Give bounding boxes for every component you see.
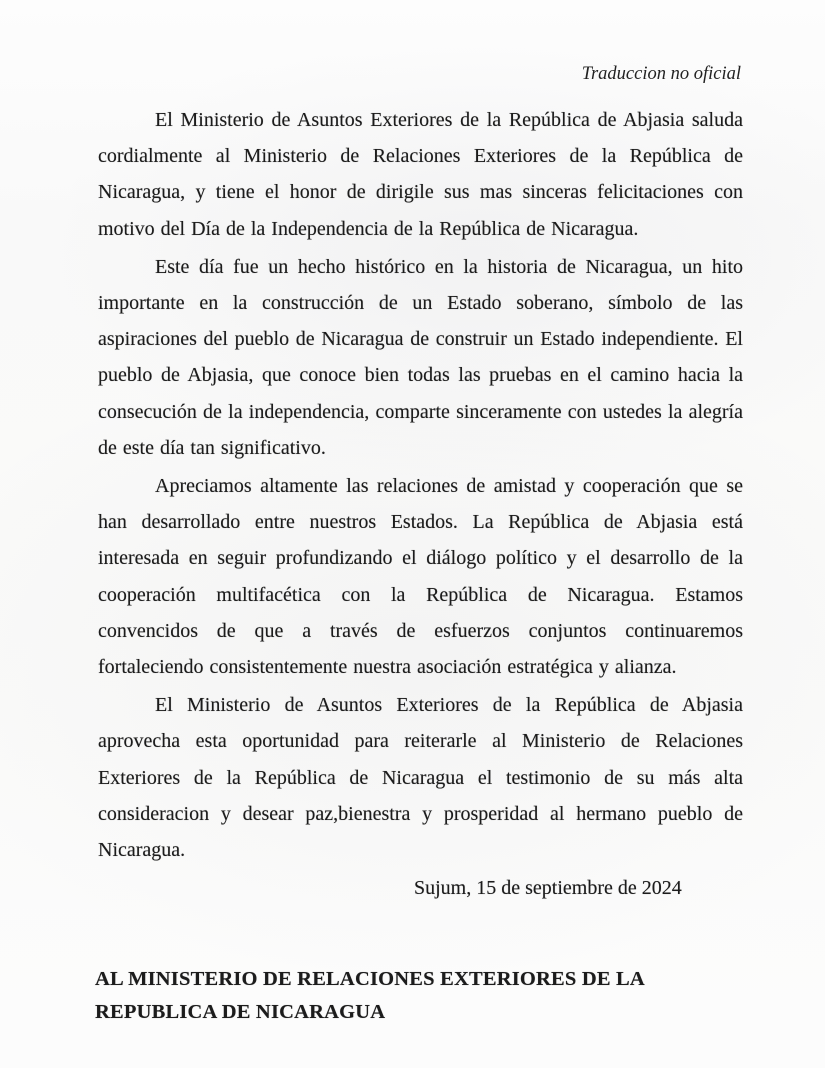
dateline: Sujum, 15 de septiembre de 2024 <box>414 877 682 900</box>
paragraph-greeting: El Ministerio de Asuntos Exteriores de la República de Abjasia saluda cordialmente al Ministerio de Relaciones Exteriores de la República de Nicaragua, y tiene el honor de dirigile sus mas sinceras felicitaciones con motivo del Día de la Independencia de la República de Nicaragua. <box>98 109 743 240</box>
addressee-line-1: AL MINISTERIO DE RELACIONES EXTERIORES DE LA <box>95 968 645 990</box>
paragraph-closing: El Ministerio de Asuntos Exteriores de la República de Abjasia aprovecha esta oportunidad para reiterarle al Ministerio de Relaciones Exteriores de la República de Nicaragua el testimonio de su más alta consideracion y desear paz,bienestra y prosperidad al hermano pueblo de Nicaragua. <box>98 694 743 862</box>
addressee-block <box>95 963 655 1029</box>
paragraph-relations: Apreciamos altamente las relaciones de amistad y cooperación que se han desarrollado entre nuestros Estados. La República de Abjasia está interesada en seguir profundizando el diálogo político y el desarrollo de la cooperación multifacética con la República de Nicaragua. Estamos convencidos de que a través de esfuerzos conjuntos continuaremos fortaleciendo consistentemente nuestra asociación estratégica y alianza. <box>98 475 743 679</box>
addressee-line-2: REPUBLICA DE NICARAGUA <box>95 1001 386 1023</box>
paragraph-independence-day: Este día fue un hecho histórico en la historia de Nicaragua, un hito importante en la construcción de un Estado soberano, símbolo de las aspiraciones del pueblo de Nicaragua de construir un Estado independiente. El pueblo de Abjasia, que conoce bien todas las pruebas en el camino hacia la consecución de la independencia, comparte sinceramente con ustedes la alegría de este día tan significativo. <box>98 255 743 459</box>
letter-body <box>98 62 743 906</box>
translation-note: Traduccion no oficial <box>581 64 741 84</box>
